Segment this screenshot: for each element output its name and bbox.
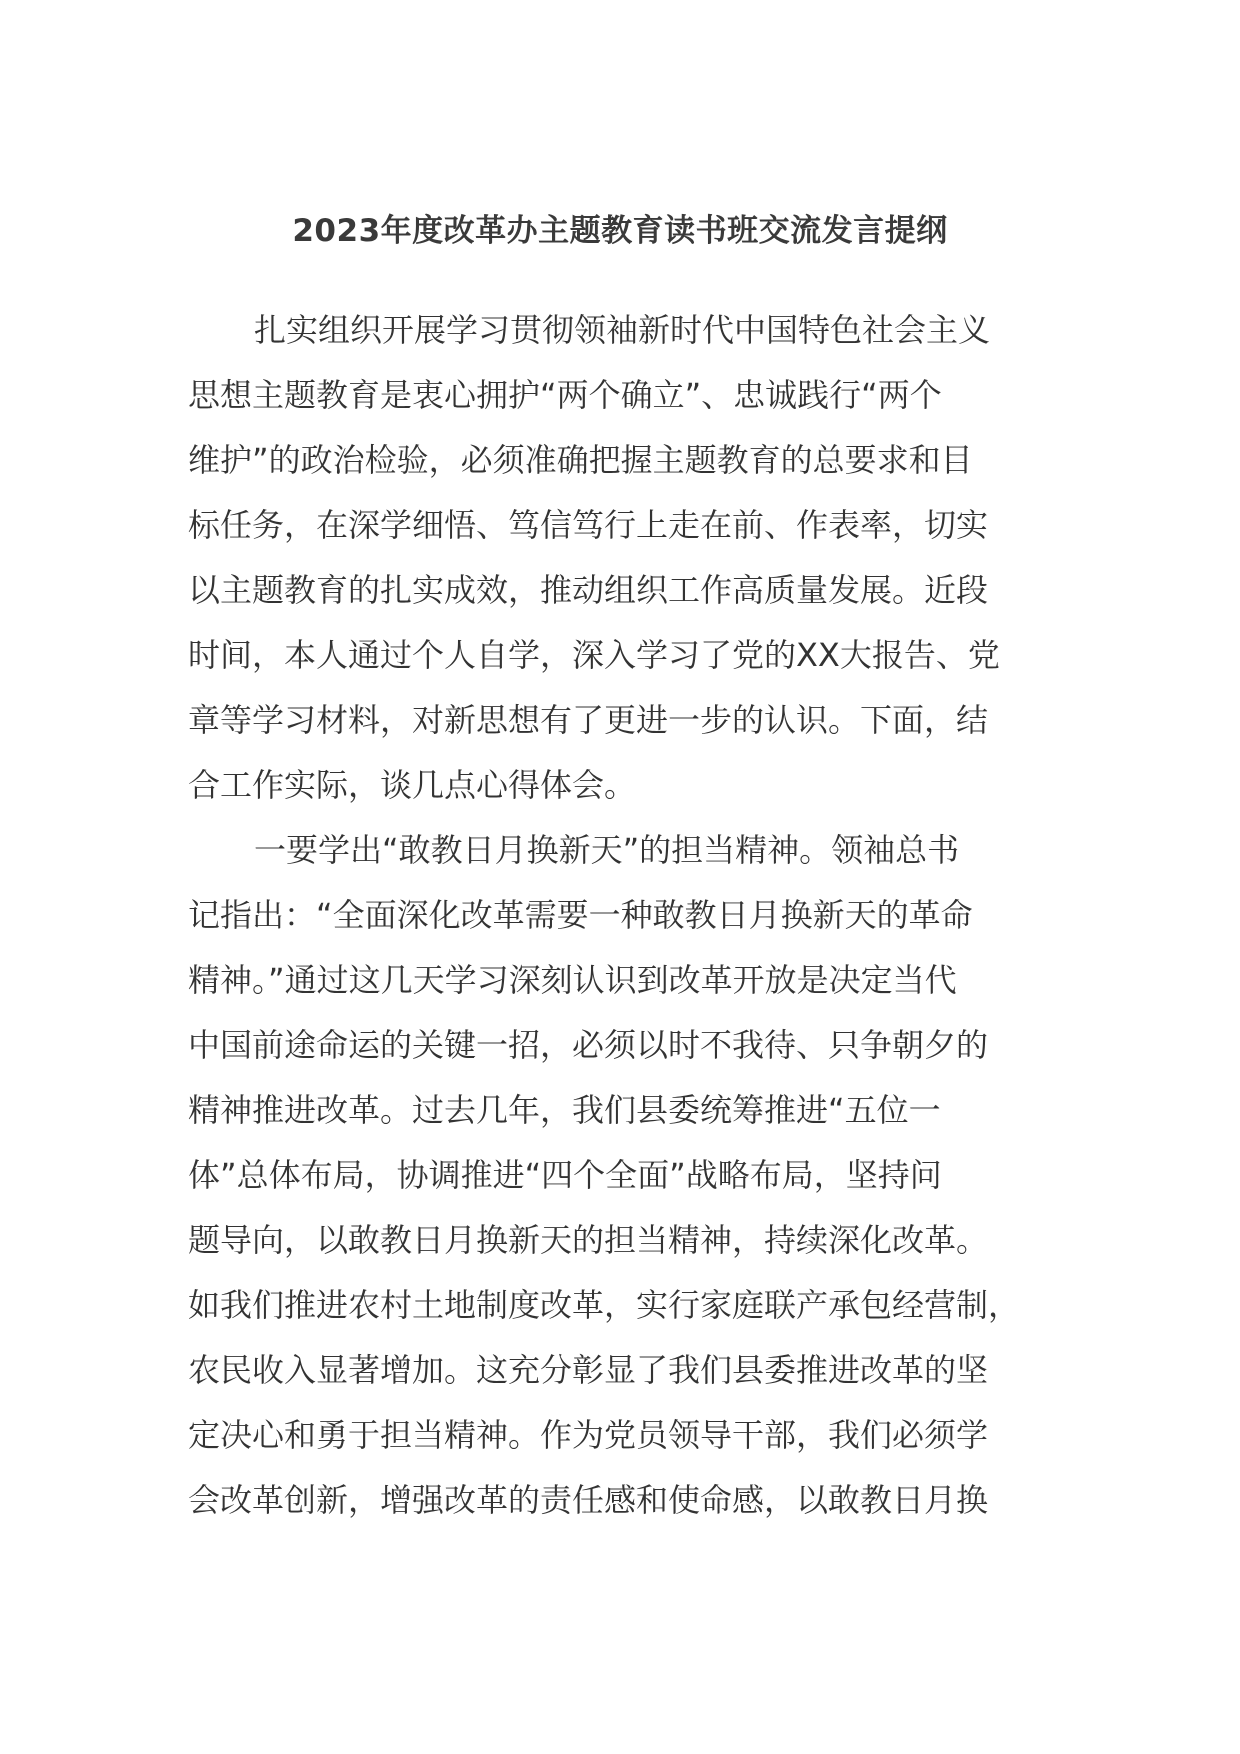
text-line: 章等学习材料，对新思想有了更进一步的认识。下面，结 <box>188 701 989 739</box>
text-line: 时间，本人通过个人自学，深入学习了党的XX大报告、党 <box>188 636 1000 674</box>
text-line: 定决心和勇于担当精神。作为党员领导干部，我们必须学 <box>188 1416 989 1454</box>
text-line: 合工作实际，谈几点心得体会。 <box>188 766 637 804</box>
text-line: 精神。”通过这几天学习深刻认识到改革开放是决定当代 <box>188 961 957 999</box>
text-line: 题导向，以敢教日月换新天的担当精神，持续深化改革。 <box>188 1221 989 1259</box>
text-line: 思想主题教育是衷心拥护“两个确立”、忠诚践行“两个 <box>188 376 942 414</box>
text-line: 以主题教育的扎实成效，推动组织工作高质量发展。近段 <box>188 571 989 609</box>
text-line: 维护”的政治检验，必须准确把握主题教育的总要求和目 <box>188 441 973 479</box>
text-line: 标任务，在深学细悟、笃信笃行上走在前、作表率，切实 <box>188 506 989 544</box>
paragraph-2 <box>188 818 1033 1533</box>
text-line: 会改革创新，增强改革的责任感和使命感，以敢教日月换 <box>188 1481 989 1519</box>
text-line: 一要学出“敢教日月换新天”的担当精神。领袖总书 <box>254 831 960 869</box>
document-body <box>188 298 1033 1533</box>
text-line: 体”总体布局，协调推进“四个全面”战略布局，坚持问 <box>188 1156 942 1194</box>
text-line: 扎实组织开展学习贯彻领袖新时代中国特色社会主义 <box>254 311 991 349</box>
text-line: 记指出：“全面深化改革需要一种敢教日月换新天的革命 <box>188 896 973 934</box>
document-title: 2023年度改革办主题教育读书班交流发言提纲 <box>292 213 948 249</box>
text-line: 农民收入显著增加。这充分彰显了我们县委推进改革的坚 <box>188 1351 989 1389</box>
paragraph-1 <box>188 298 1033 818</box>
text-line: 如我们推进农村土地制度改革，实行家庭联产承包经营制， <box>188 1286 1021 1324</box>
text-line: 精神推进改革。过去几年，我们县委统筹推进“五位一 <box>188 1091 941 1129</box>
text-line: 中国前途命运的关键一招，必须以时不我待、只争朝夕的 <box>188 1026 989 1064</box>
